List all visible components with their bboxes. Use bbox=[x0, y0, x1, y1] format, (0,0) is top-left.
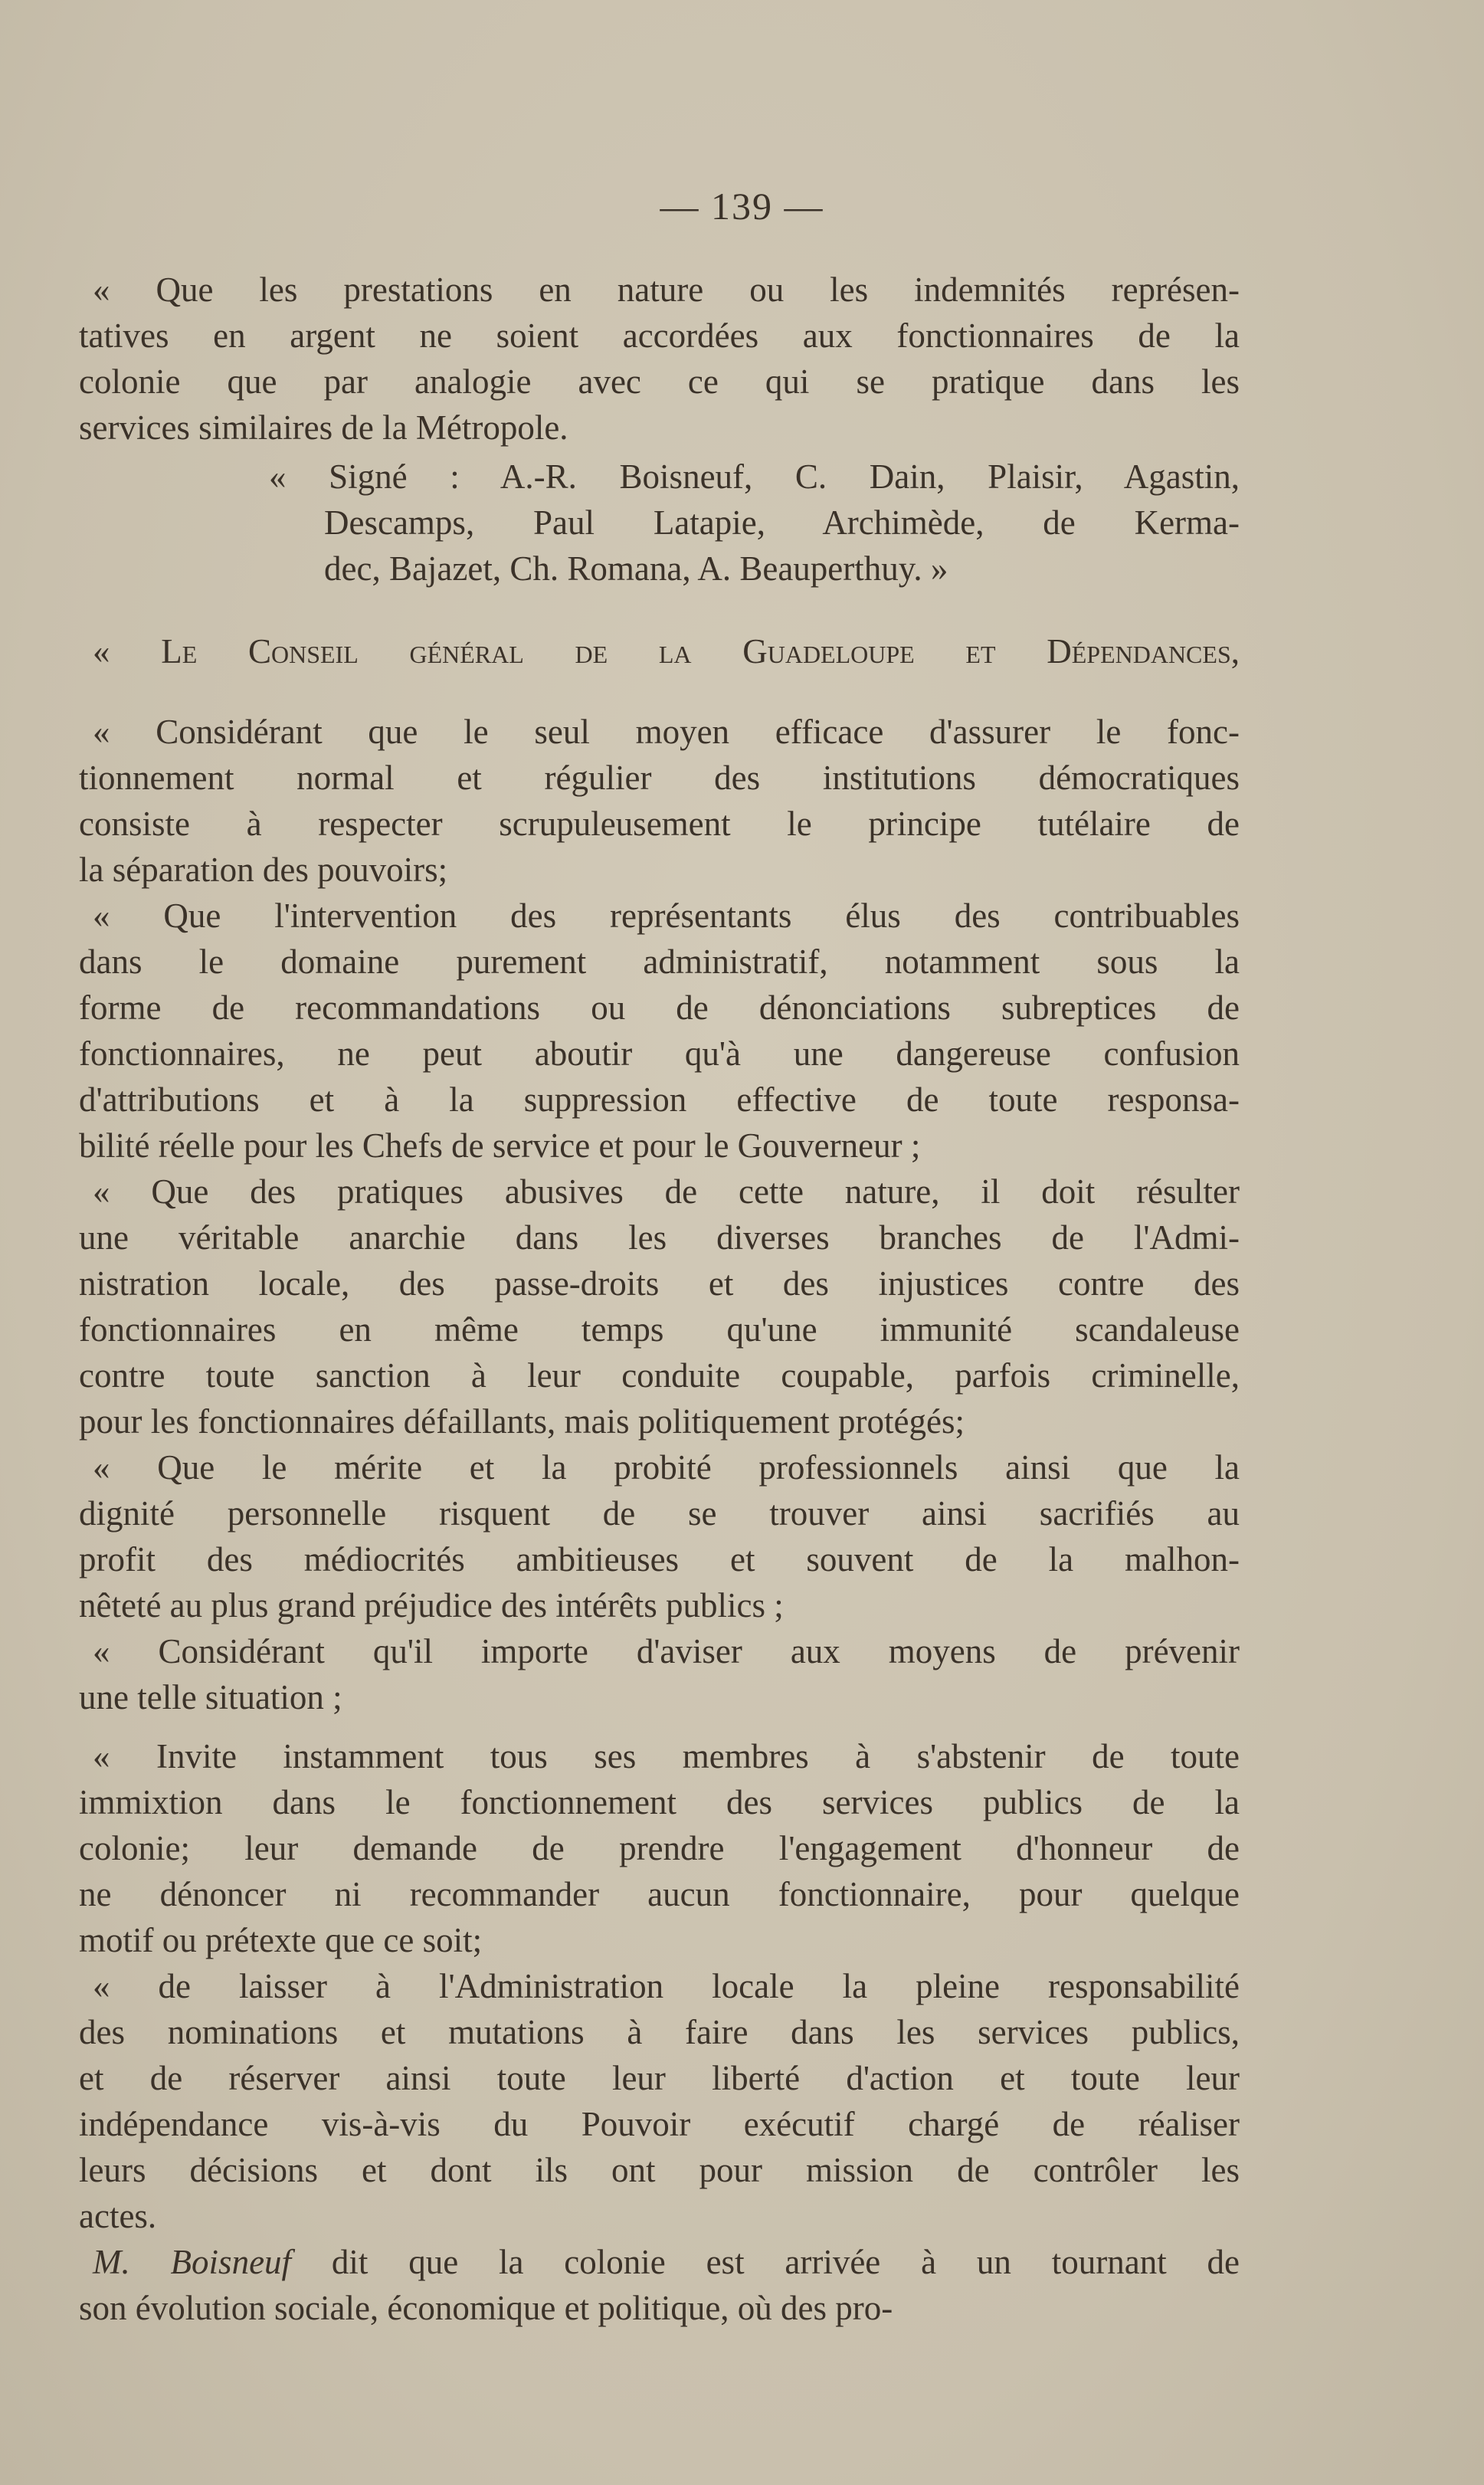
text-line: fonctionnaires, ne peut aboutir qu'à une dangereuse confusion bbox=[79, 1034, 1240, 1073]
text-line: « de laisser à l'Administration locale la pleine responsabilité bbox=[93, 1967, 1240, 2005]
text-line: dec, Bajazet, Ch. Romana, A. Beauperthuy. » bbox=[324, 549, 948, 588]
text-line: « Le Conseil général de la Guadeloupe et Dépendances, bbox=[93, 632, 1240, 670]
text-line: une véritable anarchie dans les diverses branches de l'Admi- bbox=[79, 1218, 1240, 1257]
text-line: dans le domaine purement administratif, notamment sous la bbox=[79, 943, 1240, 981]
text-line: motif ou prétexte que ce soit; bbox=[79, 1921, 483, 1959]
paragraph bbox=[79, 893, 1240, 1169]
text-line: la séparation des pouvoirs; bbox=[79, 851, 448, 889]
text-line: d'attributions et à la suppression effective de toute responsa- bbox=[79, 1080, 1240, 1119]
text-line: bilité réelle pour les Chefs de service et pour le Gouverneur ; bbox=[79, 1126, 921, 1165]
text-line: « Invite instamment tous ses membres à s'abstenir de toute bbox=[93, 1737, 1240, 1775]
text-line: « Que les prestations en nature ou les indemnités représen- bbox=[93, 270, 1240, 309]
text-line: une telle situation ; bbox=[79, 1678, 342, 1716]
text-line: contre toute sanction à leur conduite coupable, parfois criminelle, bbox=[79, 1356, 1240, 1395]
text-line: colonie; leur demande de prendre l'engagement d'honneur de bbox=[79, 1829, 1240, 1867]
paragraph bbox=[79, 1169, 1240, 1444]
text-line: son évolution sociale, économique et politique, où des pro- bbox=[79, 2289, 893, 2327]
text-line: dignité personnelle risquent de se trouver ainsi sacrifiés au bbox=[79, 1494, 1240, 1533]
page-body bbox=[79, 267, 1240, 2331]
text-line: tatives en argent ne soient accordées aux fonctionnaires de la bbox=[79, 316, 1240, 355]
text-line: Descamps, Paul Latapie, Archimède, de Kerma- bbox=[324, 503, 1240, 542]
text-line: services similaires de la Métropole. bbox=[79, 408, 568, 447]
page-number: — 139 — bbox=[660, 185, 824, 228]
text-line: leurs décisions et dont ils ont pour mission de contrôler les bbox=[79, 2151, 1240, 2189]
text-line: des nominations et mutations à faire dans les services publics, bbox=[79, 2013, 1240, 2051]
section-heading bbox=[79, 628, 1240, 674]
text-line: nêteté au plus grand préjudice des intérêts publics ; bbox=[79, 1586, 784, 1624]
text-line: nistration locale, des passe-droits et des injustices contre des bbox=[79, 1264, 1240, 1303]
text-line: profit des médiocrités ambitieuses et souvent de la malhon- bbox=[79, 1540, 1240, 1579]
text-line: « Que l'intervention des représentants élus des contribuables bbox=[93, 897, 1240, 935]
text-line: actes. bbox=[79, 2197, 157, 2235]
text-line bbox=[79, 2239, 1240, 2285]
paragraph bbox=[79, 1444, 1240, 1628]
text-line: consiste à respecter scrupuleusement le principe tutélaire de bbox=[79, 805, 1240, 843]
text-line: tionnement normal et régulier des institutions démocratiques bbox=[79, 759, 1240, 797]
text-line: ne dénoncer ni recommander aucun fonctionnaire, pour quelque bbox=[79, 1875, 1240, 1913]
text-line: fonctionnaires en même temps qu'une immunité scandaleuse bbox=[79, 1310, 1240, 1349]
text-line: pour les fonctionnaires défaillants, mais politiquement protégés; bbox=[79, 1402, 965, 1441]
text-line: immixtion dans le fonctionnement des services publics de la bbox=[79, 1783, 1240, 1821]
text-line: et de réserver ainsi toute leur liberté d'action et toute leur bbox=[79, 2059, 1240, 2097]
paragraph bbox=[79, 1963, 1240, 2239]
paragraph bbox=[79, 709, 1240, 893]
signatures-paragraph bbox=[79, 454, 1240, 592]
text-span: dit que la colonie est arrivée à un tournant de bbox=[291, 2243, 1240, 2281]
text-line: « Signé : A.-R. Boisneuf, C. Dain, Plaisir, Agastin, bbox=[269, 457, 1240, 496]
text-line: colonie que par analogie avec ce qui se pratique dans les bbox=[79, 362, 1240, 401]
text-line: « Considérant qu'il importe d'aviser aux moyens de prévenir bbox=[93, 1632, 1240, 1670]
text-line: « Que des pratiques abusives de cette nature, il doit résulter bbox=[93, 1172, 1240, 1211]
speaker-name: M. Boisneuf bbox=[93, 2243, 292, 2281]
paragraph bbox=[79, 1733, 1240, 1963]
text-line: forme de recommandations ou de dénonciations subreptices de bbox=[79, 988, 1240, 1027]
text-line: « Que le mérite et la probité professionnels ainsi que la bbox=[93, 1448, 1240, 1487]
paragraph bbox=[79, 267, 1240, 451]
paragraph bbox=[79, 1628, 1240, 1720]
text-line: « Considérant que le seul moyen efficace d'assurer le fonc- bbox=[93, 713, 1240, 751]
text-line: indépendance vis-à-vis du Pouvoir exécutif chargé de réaliser bbox=[79, 2105, 1240, 2143]
closing-paragraph bbox=[79, 2239, 1240, 2331]
